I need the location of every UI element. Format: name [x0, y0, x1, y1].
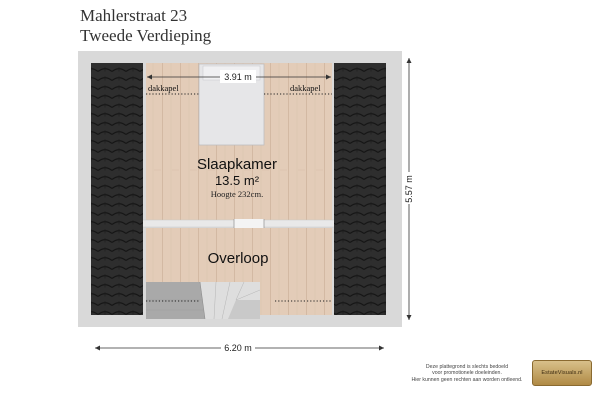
estatevisuals-logo[interactable] — [532, 360, 592, 386]
landing-name: Overloop — [207, 250, 269, 267]
address-title: Mahlerstraat 23 — [80, 6, 188, 25]
roof-right — [334, 63, 386, 315]
disclaimer-line-2: voor promotionele doeleinden. — [432, 370, 502, 377]
depth-label: 5.57 m — [404, 175, 414, 203]
disclaimer — [408, 364, 526, 383]
inner-width-label: 3.91 m — [224, 72, 252, 82]
floor-title: Tweede Verdieping — [80, 26, 212, 45]
bedroom-height: Hoogte 232cm. — [210, 189, 264, 199]
dormer-label-left: dakkapel — [148, 83, 179, 93]
dormer-label-right: dakkapel — [290, 83, 321, 93]
disclaimer-line-1: Deze plattegrond is slechts bedoeld — [425, 364, 509, 370]
disclaimer-line-3: Hier kunnen geen rechten aan worden ontleend. — [411, 376, 523, 383]
bedroom-area: 13.5 m² — [214, 173, 260, 188]
bedroom-name: Slaapkamer — [196, 156, 278, 173]
total-width-label: 6.20 m — [224, 343, 252, 353]
logo-text: EstateVisuals.nl — [541, 370, 583, 376]
roof-left — [91, 63, 143, 315]
door-opening — [234, 219, 264, 228]
